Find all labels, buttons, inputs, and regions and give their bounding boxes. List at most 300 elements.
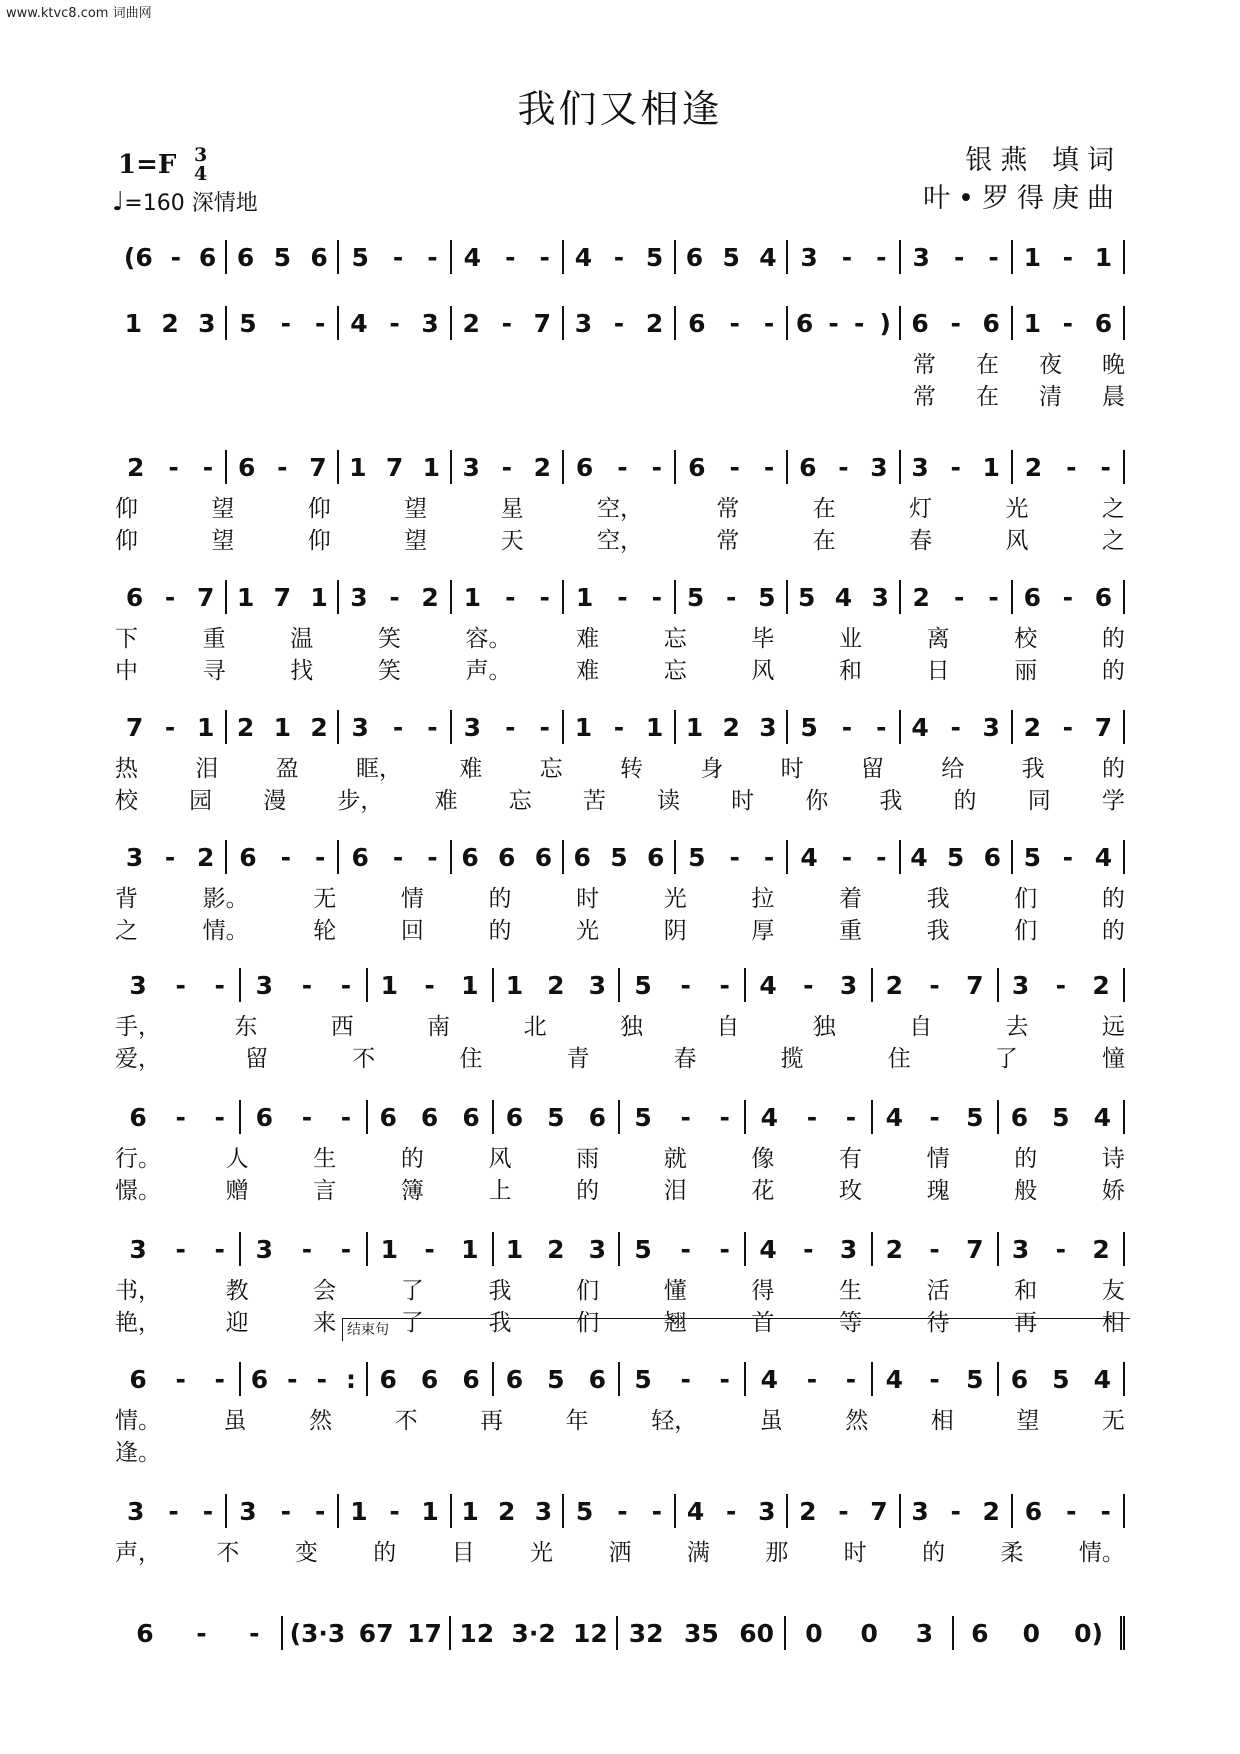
lyric-char: 再 xyxy=(480,1408,504,1434)
lyric-char: 仰 xyxy=(115,528,138,554)
lyric-char: 情。 xyxy=(202,918,249,944)
lyric-char: 了 xyxy=(400,1310,424,1336)
note: - xyxy=(168,1496,179,1526)
note: 3 xyxy=(574,308,593,338)
lyric-line xyxy=(115,652,1125,684)
lyric-char: 们 xyxy=(1014,918,1038,944)
measure xyxy=(746,968,872,1002)
note: 6 xyxy=(498,842,516,872)
note: - xyxy=(505,242,516,272)
notes-row xyxy=(115,580,1125,614)
measure xyxy=(564,1494,676,1528)
note: 5 xyxy=(547,1102,565,1132)
note: 32 xyxy=(628,1618,664,1648)
measure xyxy=(1013,240,1125,274)
note: 4 xyxy=(686,1496,705,1526)
note: 2 xyxy=(912,582,930,612)
lyric-char: 东 xyxy=(234,1014,258,1040)
note: - xyxy=(505,582,516,612)
note: 6 xyxy=(688,452,706,482)
measure xyxy=(873,1232,999,1266)
song-title: 我们又相逢 xyxy=(517,87,723,131)
note: 2 xyxy=(885,1234,904,1264)
lyric-char: 等 xyxy=(839,1310,862,1336)
measure xyxy=(339,240,451,274)
time-signature xyxy=(194,146,207,184)
note: 5 xyxy=(758,582,776,612)
note: 35 xyxy=(683,1618,719,1648)
lyricist: 银燕 填词 xyxy=(965,145,1122,176)
note: 4 xyxy=(834,582,853,612)
note: 4 xyxy=(760,1364,778,1394)
lyric-char: 手， xyxy=(115,1014,161,1040)
note: 1 xyxy=(505,1234,524,1264)
lyric-char: 晚 xyxy=(1102,352,1125,378)
note: - xyxy=(1066,452,1077,482)
lyric-char: 身 xyxy=(700,756,724,782)
note: 7 xyxy=(125,712,144,742)
note: 5 xyxy=(634,1364,652,1394)
note: ) xyxy=(879,308,891,338)
note: 6 xyxy=(971,1618,989,1648)
note: 0) xyxy=(1074,1618,1103,1648)
note: 2 xyxy=(161,308,179,338)
measure xyxy=(283,1616,451,1650)
lyric-char: 重 xyxy=(839,918,862,944)
lyric-char: 仰 xyxy=(115,496,138,522)
note: - xyxy=(988,242,999,272)
lyric-char: 去 xyxy=(1005,1014,1029,1040)
note: 4 xyxy=(759,970,777,1000)
note: 1 xyxy=(685,712,704,742)
note: - xyxy=(950,1496,961,1526)
lyric-char: 毕 xyxy=(751,626,775,652)
lyric-char: 活 xyxy=(926,1278,950,1304)
lyric-char: 不 xyxy=(394,1408,418,1434)
note: 0 xyxy=(805,1618,823,1648)
note: - xyxy=(680,970,691,1000)
ending-label: 结束句 xyxy=(347,1322,389,1338)
measure xyxy=(1013,580,1125,614)
lyric-line xyxy=(115,1040,1125,1072)
lyric-char: 常 xyxy=(913,384,936,410)
note: - xyxy=(929,1234,940,1264)
tempo-value: =160 xyxy=(124,191,185,216)
measure xyxy=(1013,306,1125,340)
note: - xyxy=(953,242,965,272)
lyric-char: 学 xyxy=(1101,788,1125,814)
note: - xyxy=(680,1364,691,1394)
note: - xyxy=(719,1364,730,1394)
note: - xyxy=(1062,842,1074,872)
lyric-line xyxy=(115,1304,1125,1336)
lyric-char: 友 xyxy=(1101,1278,1125,1304)
lyric-char: 像 xyxy=(751,1146,775,1172)
lyric-char: 们 xyxy=(576,1310,600,1336)
note: 6 xyxy=(685,242,704,272)
note: 6 xyxy=(238,452,256,482)
note: 1 xyxy=(380,970,399,1000)
note: 5 xyxy=(575,1496,594,1526)
note: - xyxy=(651,582,663,612)
note: - xyxy=(617,1496,628,1526)
note: 5 xyxy=(1052,1102,1070,1132)
lyric-char: 影。 xyxy=(202,886,249,912)
lyric-char: 泪 xyxy=(663,1178,687,1204)
lyric-char: 校 xyxy=(115,788,138,814)
note: 3 xyxy=(129,970,147,1000)
note: 3 xyxy=(839,1234,858,1264)
note: 1 xyxy=(505,970,524,1000)
lyric-char: 给 xyxy=(941,756,965,782)
measure xyxy=(115,968,241,1002)
note: - xyxy=(1062,712,1074,742)
note: - xyxy=(651,1496,663,1526)
lyric-char: 人 xyxy=(225,1146,249,1172)
note: 12 xyxy=(573,1618,608,1648)
note: - xyxy=(845,1102,857,1132)
lyric-char: 会 xyxy=(313,1278,337,1304)
notes-row xyxy=(115,306,1125,340)
note: 5 xyxy=(239,308,257,338)
note: 1 xyxy=(461,1496,479,1526)
lyric-char: 拉 xyxy=(751,886,775,912)
measure xyxy=(115,306,227,340)
note: 6 xyxy=(462,1364,480,1394)
notes-row xyxy=(115,1494,1125,1528)
note: - xyxy=(315,308,326,338)
note: 1 xyxy=(196,712,215,742)
note: - xyxy=(427,242,438,272)
measure xyxy=(227,306,339,340)
note: 5 xyxy=(351,242,369,272)
note: 5 xyxy=(1023,842,1041,872)
note: - xyxy=(719,1234,730,1264)
note: 5 xyxy=(800,712,818,742)
note: - xyxy=(164,712,176,742)
meter-bottom: 4 xyxy=(194,163,208,185)
note: 6 xyxy=(129,1364,147,1394)
measure xyxy=(999,1232,1125,1266)
lyric-char: 常 xyxy=(716,496,740,522)
lyric-char: 回 xyxy=(400,918,424,944)
credits xyxy=(923,142,1122,218)
note: - xyxy=(389,1496,400,1526)
lyric-char: 独 xyxy=(619,1014,643,1040)
note: - xyxy=(853,308,865,338)
measure xyxy=(339,450,451,484)
lyric-char: 同 xyxy=(1027,788,1051,814)
note: 7 xyxy=(870,1496,888,1526)
measure xyxy=(901,1494,1013,1528)
measure xyxy=(452,1494,564,1528)
note: - xyxy=(617,452,628,482)
note: 3 xyxy=(127,1496,145,1526)
lyric-char: 光 xyxy=(576,918,600,944)
note: - xyxy=(389,582,400,612)
note: 6 xyxy=(462,1102,480,1132)
lyric-char: 下 xyxy=(115,626,138,652)
note: 1 xyxy=(380,1234,399,1264)
note: 6 xyxy=(1010,1364,1029,1394)
lyric-char: 玫 xyxy=(839,1178,862,1204)
note: 3 xyxy=(588,1234,606,1264)
lyric-char: 就 xyxy=(663,1146,687,1172)
measure xyxy=(676,240,788,274)
note: 1 xyxy=(422,452,440,482)
lyric-char: 在 xyxy=(812,528,836,554)
measure xyxy=(901,710,1013,744)
note: 1 xyxy=(1023,242,1041,272)
note: 6 xyxy=(129,1102,147,1132)
note: - xyxy=(950,712,961,742)
lyric-char: 然 xyxy=(309,1408,333,1434)
lyric-char: 情 xyxy=(926,1146,950,1172)
note: - xyxy=(876,842,887,872)
lyric-char: 雨 xyxy=(576,1146,600,1172)
note: - xyxy=(392,242,404,272)
note: - xyxy=(424,970,435,1000)
lyric-char: 风 xyxy=(1005,528,1029,554)
expression-mark: 深情地 xyxy=(191,191,258,216)
note: 3 xyxy=(350,582,368,612)
note: 6 xyxy=(911,308,929,338)
lyric-char: 时 xyxy=(780,756,804,782)
note: 1 xyxy=(1023,308,1041,338)
lyric-char: 常 xyxy=(913,352,936,378)
note: 3·2 xyxy=(511,1618,556,1648)
note: 1 xyxy=(574,712,593,742)
measure xyxy=(873,1100,999,1134)
note: - xyxy=(202,452,214,482)
lyric-char: 轮 xyxy=(313,918,337,944)
note: 6 xyxy=(198,242,217,272)
note: 6 xyxy=(1094,308,1113,338)
note: - xyxy=(617,582,628,612)
lyric-char: 我 xyxy=(488,1278,512,1304)
note: - xyxy=(501,308,512,338)
note: 2 xyxy=(127,452,145,482)
note: - xyxy=(316,1364,327,1394)
notes-row xyxy=(115,1616,1125,1650)
note: 5 xyxy=(547,1364,565,1394)
lyric-char: 时 xyxy=(843,1540,867,1566)
lyric-char: 留 xyxy=(860,756,884,782)
lyric-char: 仰 xyxy=(307,528,331,554)
measure xyxy=(241,1232,367,1266)
note: 1 xyxy=(461,1234,479,1264)
lyric-char: 的 xyxy=(953,788,977,814)
note: - xyxy=(613,242,625,272)
lyric-char: 上 xyxy=(488,1178,512,1204)
lyric-char: 转 xyxy=(619,756,643,782)
lyric-char: 洒 xyxy=(608,1540,632,1566)
note: - xyxy=(214,970,225,1000)
lyric-char: 的 xyxy=(1101,756,1125,782)
lyric-char: 的 xyxy=(1101,626,1125,652)
lyric-char: 憬。 xyxy=(115,1178,161,1204)
note: - xyxy=(175,970,186,1000)
lyric-char: 目 xyxy=(451,1540,475,1566)
note: 6 xyxy=(461,842,479,872)
note: - xyxy=(340,1102,352,1132)
note: 3 xyxy=(125,842,144,872)
notes-row xyxy=(115,968,1125,1002)
notes-row xyxy=(115,1362,1125,1396)
note: - xyxy=(763,308,775,338)
note: 4 xyxy=(885,1364,904,1394)
lyric-char: 留 xyxy=(245,1046,269,1072)
measure xyxy=(1013,710,1125,744)
measure xyxy=(452,240,564,274)
measure xyxy=(901,840,1013,874)
lyric-char: 憧 xyxy=(1101,1046,1125,1072)
note: - xyxy=(424,1234,435,1264)
notes-row xyxy=(115,450,1125,484)
note: - xyxy=(838,1496,849,1526)
note: - xyxy=(164,842,176,872)
note: 3 xyxy=(758,1496,776,1526)
lyric-char: 的 xyxy=(1101,658,1125,684)
notes-row xyxy=(115,1100,1125,1134)
measure xyxy=(241,1100,367,1134)
note: 2 xyxy=(547,970,565,1000)
note: 17 xyxy=(407,1618,442,1648)
lyric-char: 的 xyxy=(488,918,512,944)
lyric-char: 丽 xyxy=(1014,658,1038,684)
note: - xyxy=(340,1234,352,1264)
note: 3 xyxy=(239,1496,257,1526)
note: 2 xyxy=(533,452,552,482)
lyric-char: 来 xyxy=(313,1310,337,1336)
measure xyxy=(115,840,227,874)
note: - xyxy=(505,712,516,742)
note: 4 xyxy=(350,308,368,338)
lyric-char: 青 xyxy=(566,1046,590,1072)
note: - xyxy=(427,842,438,872)
lyric-char: 有 xyxy=(839,1146,862,1172)
measure xyxy=(368,1232,494,1266)
measure xyxy=(786,1616,954,1650)
lyric-char: 热 xyxy=(115,756,138,782)
measure xyxy=(494,1232,620,1266)
lyric-char: 时 xyxy=(576,886,600,912)
lyric-char: 笑 xyxy=(377,658,401,684)
lyric-char: 寻 xyxy=(202,658,226,684)
note: - xyxy=(249,1618,260,1648)
note: - xyxy=(168,452,179,482)
note: 3 xyxy=(255,1234,273,1264)
note: - xyxy=(726,1496,737,1526)
lyric-char: 我 xyxy=(488,1310,512,1336)
note: - xyxy=(214,1234,225,1264)
measure xyxy=(564,840,676,874)
note: - xyxy=(845,1364,857,1394)
note: 6 xyxy=(379,1364,397,1394)
note: 6 xyxy=(795,308,814,338)
measure xyxy=(227,710,339,744)
note: 5 xyxy=(966,1102,984,1132)
note: - xyxy=(315,842,326,872)
note: - xyxy=(315,1496,326,1526)
lyric-line xyxy=(115,912,1125,944)
note: 6 xyxy=(505,1364,524,1394)
note: 6 xyxy=(1094,582,1113,612)
lyric-char: 们 xyxy=(1014,886,1038,912)
lyric-char: 娇 xyxy=(1101,1178,1125,1204)
measure xyxy=(564,240,676,274)
lyric-char: 盈 xyxy=(275,756,299,782)
note: - xyxy=(1100,452,1111,482)
note: 3 xyxy=(870,452,888,482)
note: (3·3 xyxy=(289,1618,346,1648)
note: 6 xyxy=(1023,582,1041,612)
lyric-char: 厚 xyxy=(751,918,775,944)
lyric-char: 爱， xyxy=(115,1046,161,1072)
measure xyxy=(676,710,788,744)
lyric-char: 懂 xyxy=(663,1278,687,1304)
lyric-char: 难 xyxy=(459,756,483,782)
note: 4 xyxy=(885,1102,904,1132)
note: (6 xyxy=(123,242,153,272)
lyric-char: 阴 xyxy=(663,918,687,944)
note: 3 xyxy=(351,712,369,742)
lyric-char: 教 xyxy=(225,1278,249,1304)
measure xyxy=(452,450,564,484)
note: 3 xyxy=(1011,1234,1030,1264)
lyric-char: 空， xyxy=(596,528,643,554)
note: 2 xyxy=(462,308,480,338)
note: 6 xyxy=(982,308,1000,338)
lyric-char: 常 xyxy=(716,528,740,554)
note: - xyxy=(876,712,887,742)
note: - xyxy=(729,842,740,872)
measure xyxy=(788,1494,900,1528)
measure xyxy=(227,1494,339,1528)
note: - xyxy=(719,1102,730,1132)
lyric-char: 了 xyxy=(994,1046,1018,1072)
measure xyxy=(620,1362,746,1396)
note: 1 xyxy=(461,970,479,1000)
lyric-char: 找 xyxy=(290,658,314,684)
note: - xyxy=(214,1102,225,1132)
note: 60 xyxy=(739,1618,775,1648)
tempo-marking xyxy=(112,186,258,217)
lyric-char: 园 xyxy=(189,788,213,814)
lyric-char: 着 xyxy=(839,886,862,912)
lyric-char: 忘 xyxy=(508,788,532,814)
note: 3 xyxy=(463,712,482,742)
lyric-char: 风 xyxy=(751,658,775,684)
note: 0 xyxy=(860,1618,878,1648)
note: - xyxy=(988,582,999,612)
note: - xyxy=(1055,1234,1067,1264)
note: 4 xyxy=(759,242,777,272)
measure xyxy=(1013,840,1125,874)
note: - xyxy=(929,1102,940,1132)
measure xyxy=(676,580,788,614)
note: 3 xyxy=(911,452,929,482)
lyric-char: 我 xyxy=(926,886,950,912)
measure xyxy=(901,450,1013,484)
note: 3 xyxy=(421,308,439,338)
lyric-char: 无 xyxy=(313,886,337,912)
note: - xyxy=(175,1102,186,1132)
lyric-char: 星 xyxy=(500,496,524,522)
lyric-char: 忘 xyxy=(539,756,563,782)
note: 3 xyxy=(129,1234,147,1264)
lyric-char: 仰 xyxy=(307,496,331,522)
